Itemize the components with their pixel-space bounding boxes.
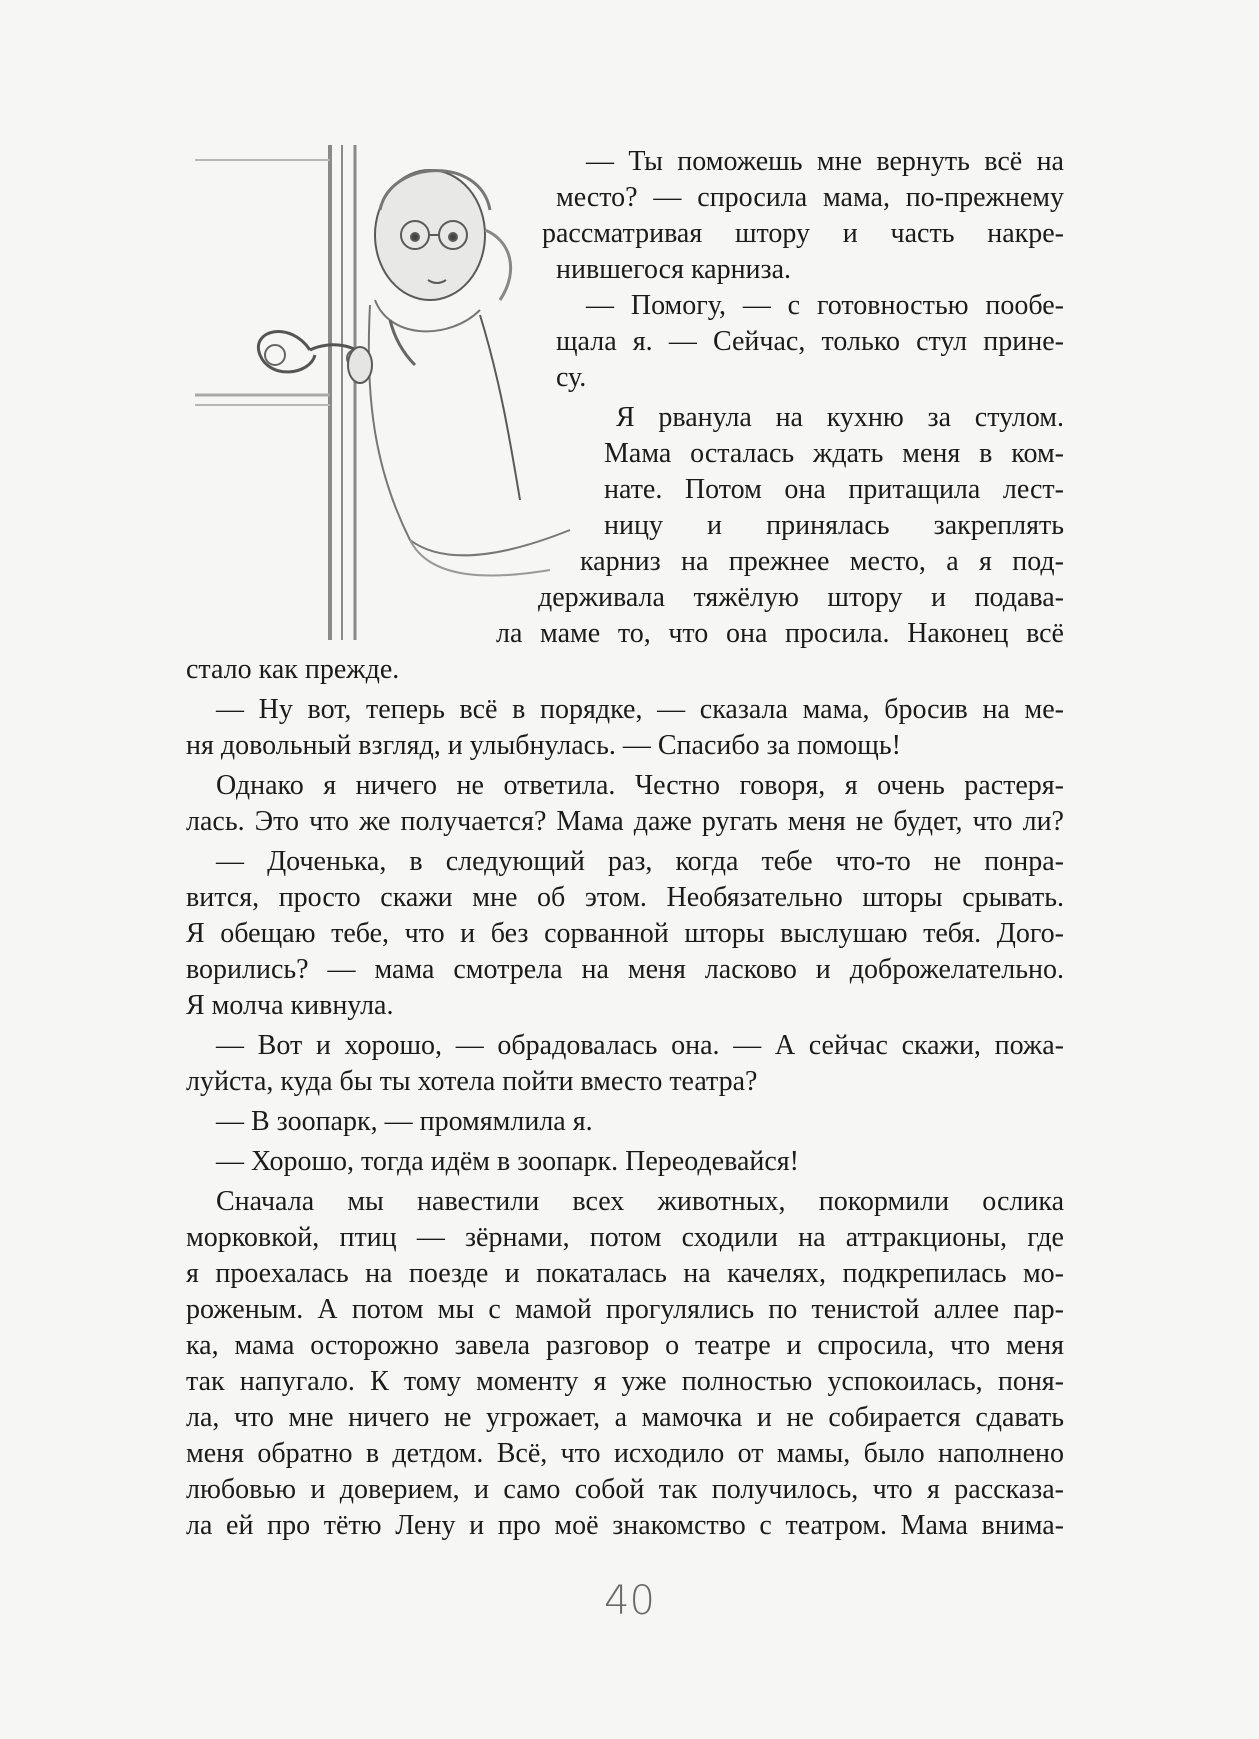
text-line: морковкой, птиц — зёрнами, потом сходили на аттракционы, где [186,1222,1064,1253]
text-line: рассматривая штору и часть накре- [542,218,1064,249]
text-line: карниз на прежнее место, а я под- [580,546,1064,577]
text-line: щала я. — Сейчас, только стул прине- [556,326,1064,357]
text-line: Я рванула на кухню за стулом. [616,402,1064,433]
page-number: 40 [604,1578,655,1624]
text-line: так напугало. К тому моменту я уже полностью успокоилась, поня- [186,1366,1064,1397]
text-line: луйста, куда бы ты хотела пойти вместо театра? [186,1066,758,1097]
text-line: роженым. А потом мы с мамой прогулялись по тенистой аллее пар- [186,1294,1064,1325]
text-line: — Ты поможешь мне вернуть всё на [586,146,1064,177]
text-line: ла ей про тётю Лену и про моё знакомство с театром. Мама внима- [186,1510,1064,1541]
text-line: — Помогу, — с готовностью пообе- [586,290,1064,321]
text-line: Я обещаю тебе, что и без сорванной шторы выслушаю тебя. Дого- [186,918,1064,949]
text-line: Я молча кивнула. [186,990,394,1021]
text-line: — Хорошо, тогда идём в зоопарк. Переодевайся! [216,1146,799,1177]
text-line: — В зоопарк, — промямлила я. [216,1106,593,1137]
text-line: нате. Потом она притащила лест- [604,474,1064,505]
text-line: меня обратно в детдом. Всё, что исходило от мамы, было наполнено [186,1438,1064,1469]
text-line: — Ну вот, теперь всё в порядке, — сказала мама, бросив на ме- [216,694,1064,725]
text-line: любовью и доверием, и само собой так получилось, что я рассказа- [186,1474,1064,1505]
text-line: место? — спросила мама, по-прежнему [556,182,1064,213]
text-line: ка, мама осторожно завела разговор о театре и спросила, что меня [186,1330,1064,1361]
text-line: держивала тяжёлую штору и подава- [538,582,1064,613]
text-line: ла, что мне ничего не угрожает, а мамочка и не собирается сдавать [186,1402,1064,1433]
text-line: ворились? — мама смотрела на меня ласково и доброжелательно. [186,954,1064,985]
text-line: Однако я ничего не ответила. Честно говоря, я очень растеря- [216,770,1064,801]
text-line: су. [556,362,587,393]
text-line: нившегося карниза. [556,254,792,285]
text-line: ницу и принялась закреплять [604,510,1064,541]
text-line: ня довольный взгляд, и улыбнулась. — Спасибо за помощь! [186,730,901,761]
text-line: Мама осталась ждать меня в ком- [604,438,1064,469]
text-line: — Доченька, в следующий раз, когда тебе что-то не понра- [216,846,1064,877]
text-line: стало как прежде. [186,654,400,685]
text-line: лась. Это что же получается? Мама даже ругать меня не будет, что ли? [186,806,1064,837]
text-line: ла маме то, что она просила. Наконец всё [496,618,1064,649]
text-line: я проехалась на поезде и покаталась на качелях, подкрепилась мо- [186,1258,1064,1289]
text-line: — Вот и хорошо, — обрадовалась она. — А сейчас скажи, пожа- [216,1030,1064,1061]
text-line: вится, просто скажи мне об этом. Необязательно шторы срывать. [186,882,1064,913]
text-line: Сначала мы навестили всех животных, покормили ослика [216,1186,1064,1217]
